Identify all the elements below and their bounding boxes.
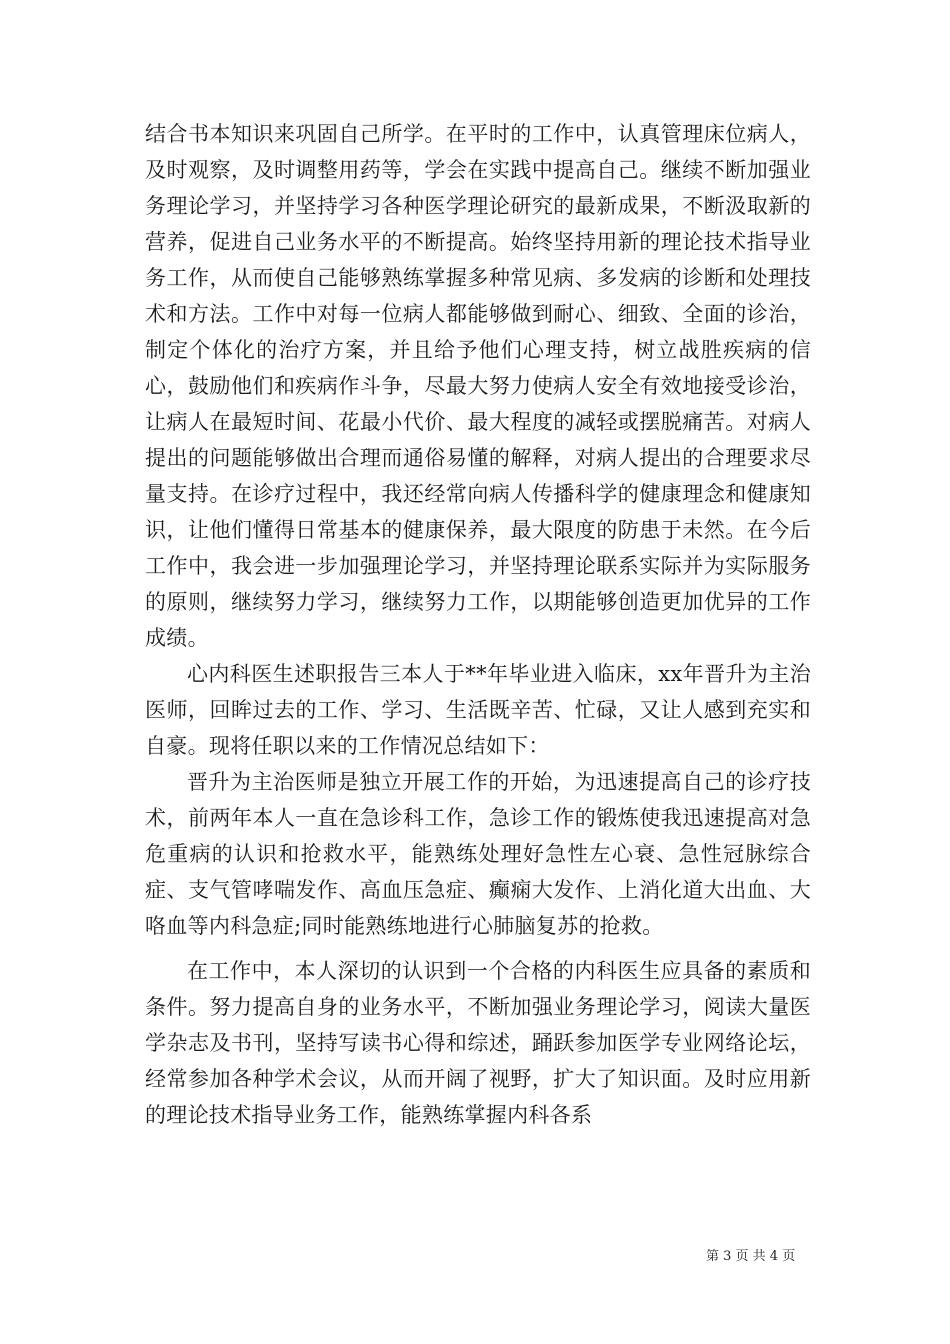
paragraph-emergency-work: 晋升为主治医师是独立开展工作的开始，为迅速提高自己的诊疗技术，前两年本人一直在急诊科工作，急诊工作的锻炼使我迅速提高对急危重病的认识和抢救水平，能熟练处理好急性左心衰、急性冠脉综合症、支气管哮喘发作、高血压急症、癫痫大发作、上消化道大出血、大咯血等内科急症;同时能熟练地进行心肺脑复苏的抢救。 <box>145 770 811 938</box>
paragraph-continuation: 结合书本知识来巩固自己所学。在平时的工作中，认真管理床位病人，及时观察，及时调整用药等，学会在实践中提高自己。继续不断加强业务理论学习，并坚持学习各种医学理论研究的最新成果，不断汲取新的营养，促进自己业务水平的不断提高。始终坚持用新的理论技术指导业务工作，从而使自己能够熟练掌握多种常见病、多发病的诊断和处理技术和方法。工作中对每一位病人都能够做到耐心、细致、全面的诊治，制定个体化的治疗方案，并且给予他们心理支持，树立战胜疾病的信心，鼓励他们和疾病作斗争，尽最大努力使病人安全有效地接受诊治，让病人在最短时间、花最小代价、最大程度的减轻或摆脱痛苦。对病人提出的问题能够做出合理而通俗易懂的解释，对病人提出的合理要求尽量支持。在诊疗过程中，我还经常向病人传播科学的健康理念和健康知识，让他们懂得日常基本的健康保养，最大限度的防患于未然。在今后工作中，我会进一步加强理论学习，并坚持理论联系实际并为实际服务的原则，继续努力学习，继续努力工作，以期能够创造更加优异的工作成绩。 <box>145 122 811 650</box>
paragraph-report-intro: 心内科医生述职报告三本人于**年毕业进入临床，xx年晋升为主治医师，回眸过去的工作、学习、生活既辛苦、忙碌，又让人感到充实和自豪。现将任职以来的工作情况总结如下： <box>145 662 811 758</box>
page-number: 第 3 页 共 4 页 <box>706 1249 796 1264</box>
document-body <box>145 116 811 1133</box>
paragraph-professional-development: 在工作中，本人深切的认识到一个合格的内科医生应具备的素质和条件。努力提高自身的业务水平，不断加强业务理论学习，阅读大量医学杂志及书刊，坚持写读书心得和综述，踊跃参加医学专业网络论坛，经常参加各种学术会议，从而开阔了视野，扩大了知识面。及时应用新的理论技术指导业务工作，能熟练掌握内科各系 <box>145 959 811 1127</box>
